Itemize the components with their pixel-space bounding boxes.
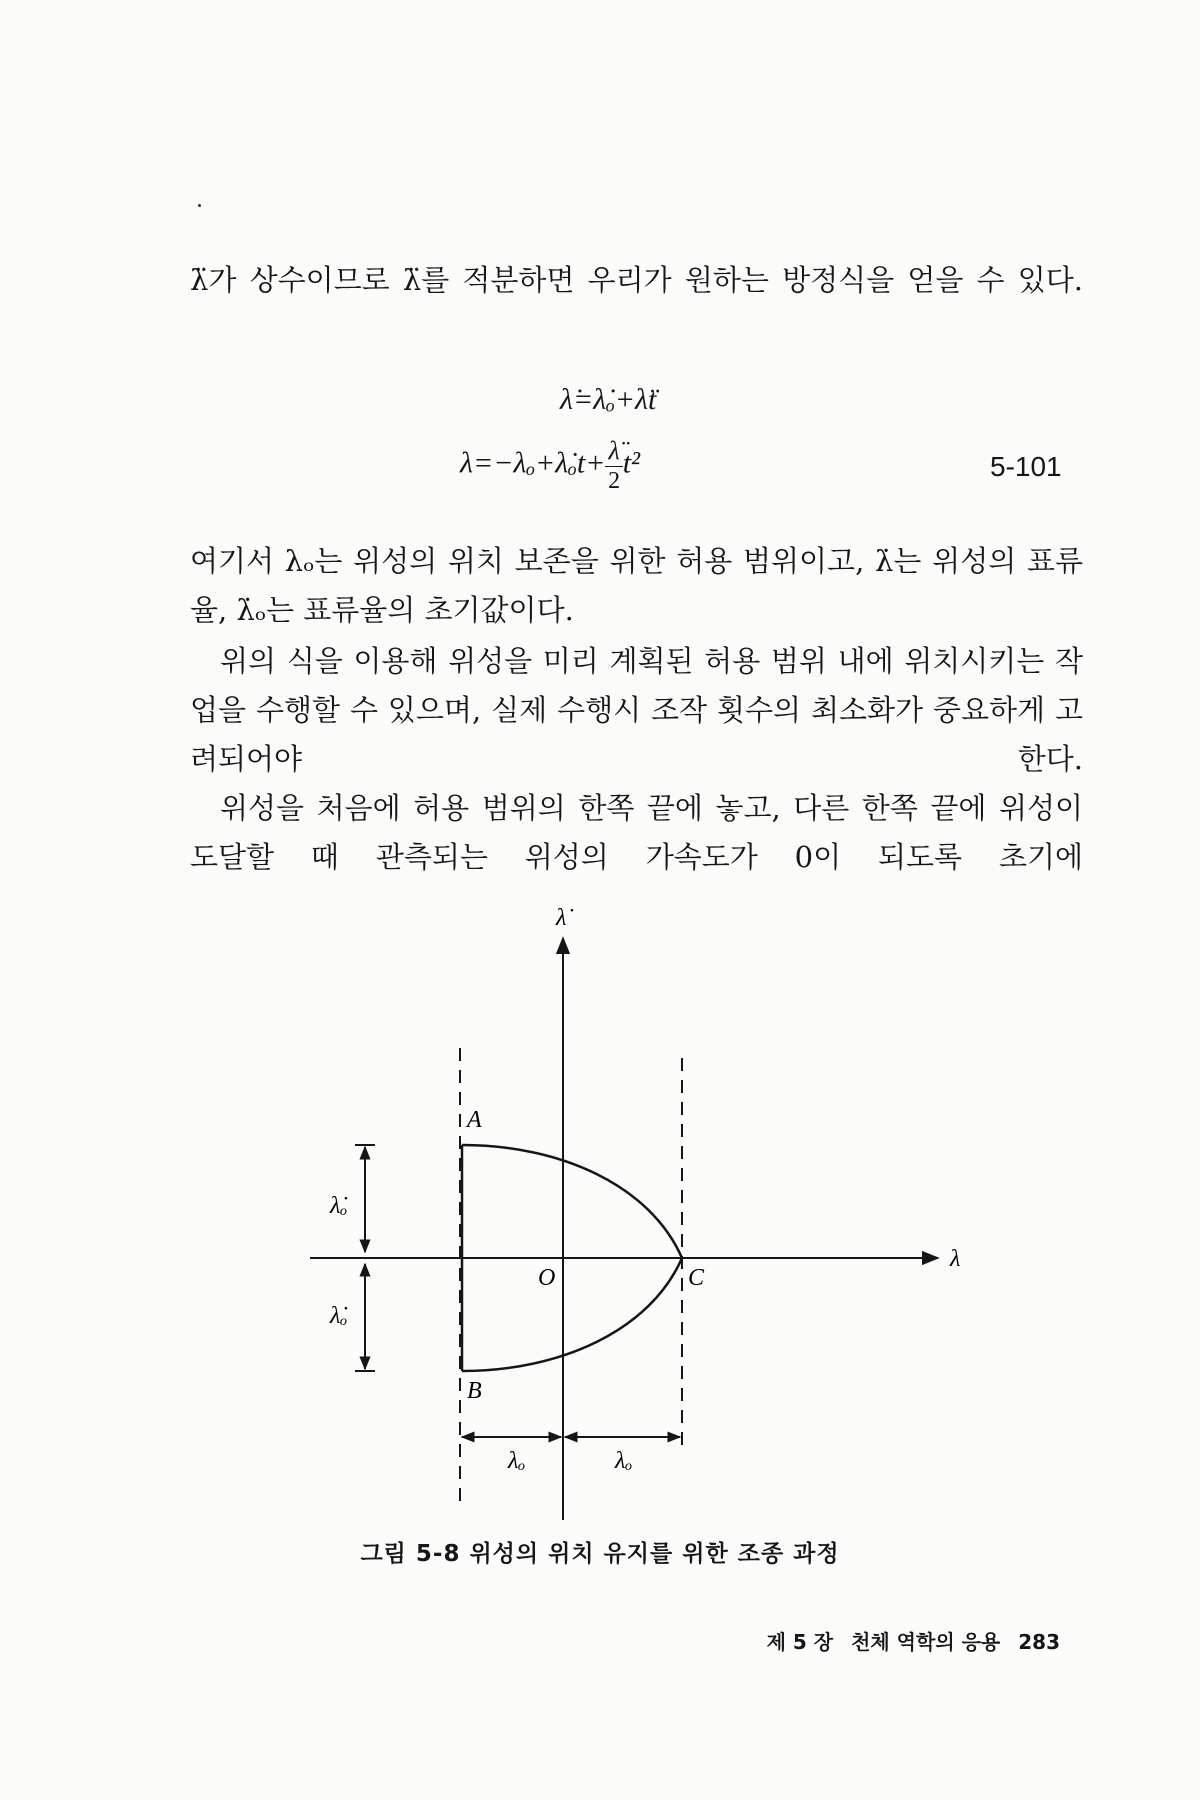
bottom-dim-right-label: λₒ: [615, 1448, 633, 1474]
footer-chapter: 제 5 장: [766, 1630, 834, 1654]
figure-caption: 그림 5-8 위성의 위치 유지를 위한 조종 과정: [360, 1541, 840, 1567]
paragraph-4: 위성을 처음에 허용 범위의 한쪽 끝에 놓고, 다른 한쪽 끝에 위성이 도달할 때 관측되는 위성의 가속도가 0이 되도록 초기에: [190, 791, 1083, 874]
footer-title: 천체 역학의 응용: [851, 1630, 1001, 1654]
page-footer: [767, 1626, 1060, 1655]
equation-1: λ̇=λ̇ₒ+λ̈t: [560, 383, 657, 416]
point-b-label: B: [467, 1378, 482, 1404]
left-dim-lower-label: λ̇ₒ: [330, 1303, 348, 1329]
point-c-label: C: [688, 1265, 705, 1291]
page-number: 283: [1018, 1630, 1060, 1654]
equation-2-left: λ=−λₒ+λ̇ₒt+: [460, 446, 606, 480]
paragraph-3: 위의 식을 이용해 위성을 미리 계획된 허용 범위 내에 위치시키는 작업을 수행할 수 있으며, 실제 수행시 조작 횟수의 최소화가 중요하게 고려되어야 한다.: [190, 644, 1083, 776]
equation-2-numerator: λ̈: [605, 438, 622, 467]
equation-2-denominator: 2: [608, 468, 621, 494]
x-axis-label: λ: [950, 1246, 961, 1272]
equation-2-right: t²: [622, 446, 641, 480]
paragraph-2: 여기서 λₒ는 위성의 위치 보존을 위한 허용 범위이고, λ̇는 위성의 표류율, λ̇ₒ는 표류율의 초기값이다.: [190, 544, 1083, 627]
equation-number: 5-101: [990, 451, 1062, 482]
left-dim-upper-label: λ̇ₒ: [330, 1193, 348, 1219]
paragraph-1: λ̈가 상수이므로 λ̈를 적분하면 우리가 원하는 방정식을 얻을 수 있다.: [190, 263, 1083, 297]
point-a-label: A: [467, 1107, 482, 1133]
bottom-dim-left-label: λₒ: [508, 1448, 526, 1474]
origin-label: O: [538, 1265, 556, 1291]
y-axis-label: λ̇: [556, 905, 567, 931]
